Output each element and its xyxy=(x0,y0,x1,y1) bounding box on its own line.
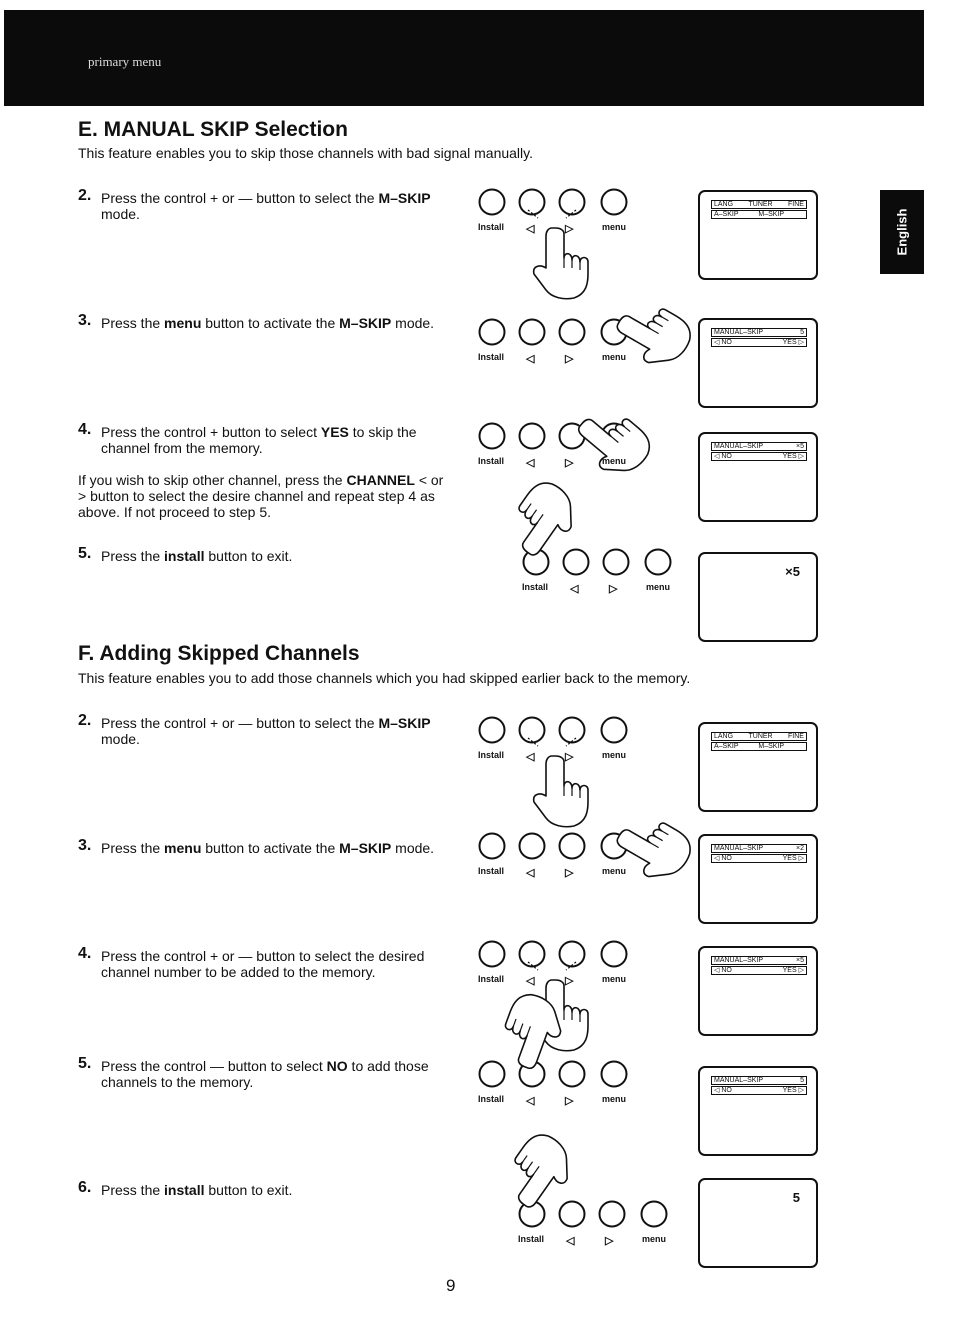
tv-screen xyxy=(698,432,818,522)
step-text xyxy=(101,1058,448,1090)
left-button-label: ◁ xyxy=(526,975,535,987)
menu-button-label: menu xyxy=(646,582,671,592)
step-number: 3. xyxy=(78,312,92,329)
osd-cell: ◁ NO xyxy=(714,855,732,862)
osd-row2 xyxy=(711,742,807,751)
step-text-part: button to select the xyxy=(252,190,379,206)
osd-row1 xyxy=(711,732,807,741)
step-text-part: Press the xyxy=(101,315,165,331)
step-text-part: Press the control xyxy=(101,190,210,206)
step-number: 3. xyxy=(78,837,92,854)
left-button[interactable] xyxy=(564,550,589,575)
step-number: 5. xyxy=(78,1055,92,1072)
left-button-label: ◁ xyxy=(526,457,535,469)
step-e-0 xyxy=(78,187,448,222)
remote-button-diagram xyxy=(476,940,686,1030)
osd-cell: FINE xyxy=(788,201,804,208)
install-button-label: Install xyxy=(522,582,549,592)
install-button[interactable] xyxy=(480,718,505,743)
osd-cell: ◁ NO xyxy=(714,1087,732,1094)
step-text-part: — xyxy=(209,1058,224,1074)
left-button[interactable] xyxy=(520,834,545,859)
install-button-label: Install xyxy=(478,352,505,362)
section-e-desc: This feature enables you to skip those channels with bad signal manually. xyxy=(78,145,534,161)
pointing-hand-icon xyxy=(609,293,697,375)
menu-button-label: menu xyxy=(602,1094,627,1104)
step-text-part: Press the xyxy=(101,1182,165,1198)
step-text-part: M–SKIP xyxy=(339,315,392,331)
step-number: 2. xyxy=(78,187,92,204)
osd-cell: MANUAL–SKIP xyxy=(714,845,764,852)
osd-cell: TUNER xyxy=(748,733,773,740)
left-button-label: ◁ xyxy=(526,223,535,235)
tv-screen xyxy=(698,190,818,280)
step-text-part: button to select the xyxy=(252,715,379,731)
menu-button[interactable] xyxy=(602,190,627,215)
osd-cell: MANUAL–SKIP xyxy=(714,957,764,964)
osd-row1 xyxy=(711,200,807,209)
left-button-label: ◁ xyxy=(566,1235,575,1247)
step-text-part: button to exit. xyxy=(204,1182,293,1198)
right-button-label: ▷ xyxy=(565,975,574,987)
right-button[interactable] xyxy=(604,550,629,575)
step-text-part: button to activate the xyxy=(201,315,340,331)
right-button[interactable] xyxy=(560,190,585,215)
remote-button-diagram xyxy=(476,716,686,806)
osd-row1 xyxy=(711,956,807,965)
step-text-part: button to select xyxy=(223,1058,327,1074)
menu-button-label: menu xyxy=(602,456,627,466)
step-text-part: Press the xyxy=(101,840,165,856)
left-button[interactable] xyxy=(560,1202,585,1227)
osd-cell: FINE xyxy=(788,733,804,740)
step-f-3 xyxy=(78,1055,448,1090)
install-button-label: Install xyxy=(518,1234,545,1244)
osd-cell: M–SKIP xyxy=(758,743,785,750)
osd-row2 xyxy=(711,1086,807,1095)
install-button-label: Install xyxy=(478,456,505,466)
step-e-3 xyxy=(78,545,448,564)
menu-button-label: menu xyxy=(602,974,627,984)
step-f-4 xyxy=(78,1179,448,1198)
step-text-part: Press the control xyxy=(101,948,210,964)
step-text-part: or xyxy=(218,715,239,731)
install-button-label: Install xyxy=(478,222,505,232)
step-e-2 xyxy=(78,421,448,520)
step-text-part: mode. xyxy=(101,206,140,222)
install-button[interactable] xyxy=(480,320,505,345)
menu-button[interactable] xyxy=(602,1062,627,1087)
right-button-label: ▷ xyxy=(565,867,574,879)
step-text-part: mode. xyxy=(391,840,435,856)
step-text xyxy=(101,190,448,222)
language-tab xyxy=(880,190,924,274)
osd-row1 xyxy=(711,442,807,451)
channel-number: 5 xyxy=(792,1190,800,1205)
install-button-label: Install xyxy=(478,750,505,760)
section-f-desc: This feature enables you to add those channels which you had skipped earlier back to the memory. xyxy=(78,670,691,686)
note-part: If you wish to skip other channel, press the xyxy=(78,472,347,488)
step-text xyxy=(101,315,448,331)
osd-cell: ◁ NO xyxy=(714,339,732,346)
step-text-part: — xyxy=(238,715,253,731)
step-text-part: YES xyxy=(320,424,349,440)
install-button[interactable] xyxy=(480,834,505,859)
step-e-1 xyxy=(78,312,448,331)
note-part: CHANNEL xyxy=(346,472,415,488)
step-text-part: or xyxy=(218,190,239,206)
menu-button-label: menu xyxy=(602,750,627,760)
osd-cell: YES ▷ xyxy=(782,339,804,346)
step-text-part: + xyxy=(209,715,219,731)
right-button-label: ▷ xyxy=(565,223,574,235)
osd-cell: ×5 xyxy=(796,443,804,450)
note-part: < or > button to select the desire channel and repeat step 4 as above. If not proceed to step 5. xyxy=(78,472,444,520)
step-text-part: M–SKIP xyxy=(339,840,392,856)
left-button-label: ◁ xyxy=(570,583,579,595)
osd-cell: A–SKIP xyxy=(714,211,739,218)
header-bar xyxy=(4,10,924,106)
left-button[interactable] xyxy=(520,424,545,449)
osd-row1 xyxy=(711,1076,807,1085)
remote-button-diagram xyxy=(476,318,686,408)
step-number: 4. xyxy=(78,945,92,962)
step-text-part: NO xyxy=(326,1058,348,1074)
osd-row2 xyxy=(711,210,807,219)
step-text-part: — xyxy=(238,190,253,206)
step-text-part: mode. xyxy=(391,315,435,331)
menu-button-label: menu xyxy=(602,352,627,362)
osd-cell: YES ▷ xyxy=(782,855,804,862)
step-text xyxy=(101,1182,448,1198)
header-label: primary menu xyxy=(88,54,162,69)
install-button-label: Install xyxy=(478,866,505,876)
step-text-part: install xyxy=(164,1182,205,1198)
osd-cell: LANG xyxy=(714,733,734,740)
install-button[interactable] xyxy=(480,1062,505,1087)
left-button-label: ◁ xyxy=(526,1095,535,1107)
osd-cell: MANUAL–SKIP xyxy=(714,329,764,336)
step-f-1 xyxy=(78,837,448,856)
remote-button-diagram xyxy=(476,832,686,922)
step-text-part: Press the xyxy=(101,548,165,564)
osd-cell: YES ▷ xyxy=(782,453,804,460)
install-button[interactable] xyxy=(480,190,505,215)
step-text-part: button to select xyxy=(218,424,321,440)
language-tab-label: English xyxy=(894,208,910,256)
step-text-part: menu xyxy=(164,315,202,331)
tv-screen xyxy=(698,1178,818,1268)
step-text-part: menu xyxy=(164,840,202,856)
section-e-title: E. MANUAL SKIP Selection xyxy=(78,118,348,141)
right-button[interactable] xyxy=(560,834,585,859)
step-text-part: button to select the desired channel number to be added to the memory. xyxy=(101,948,425,980)
left-button-label: ◁ xyxy=(526,353,535,365)
step-text-part: — xyxy=(238,948,253,964)
osd-cell: ×5 xyxy=(796,957,804,964)
left-button[interactable] xyxy=(520,190,545,215)
menu-button[interactable] xyxy=(602,718,627,743)
left-button[interactable] xyxy=(520,718,545,743)
step-text xyxy=(101,424,448,456)
step-text-part: button to exit. xyxy=(204,548,293,564)
page-number: 9 xyxy=(446,1276,456,1295)
right-button[interactable] xyxy=(600,1202,625,1227)
step-text-part: to add those channels to the memory. xyxy=(101,1058,429,1090)
install-button-label: Install xyxy=(478,1094,505,1104)
step-number: 4. xyxy=(78,421,92,438)
tv-screen xyxy=(698,1066,818,1156)
step-number: 2. xyxy=(78,712,92,729)
osd-cell: ◁ NO xyxy=(714,453,732,460)
step-text-part: Press the control xyxy=(101,424,210,440)
tv-screen xyxy=(698,318,818,408)
channel-number: ×5 xyxy=(785,564,800,579)
right-button-label: ▷ xyxy=(565,1095,574,1107)
right-button-label: ▷ xyxy=(565,353,574,365)
tv-screen xyxy=(698,834,818,924)
install-button[interactable] xyxy=(480,942,505,967)
osd-cell: TUNER xyxy=(748,201,773,208)
osd-cell: M–SKIP xyxy=(758,211,785,218)
remote-button-diagram xyxy=(476,1060,686,1150)
step-text xyxy=(101,840,448,856)
osd-cell: YES ▷ xyxy=(782,967,804,974)
right-button[interactable] xyxy=(560,942,585,967)
tv-screen xyxy=(698,722,818,812)
right-button-label: ▷ xyxy=(565,457,574,469)
step-text-part: M–SKIP xyxy=(378,190,431,206)
right-button-label: ▷ xyxy=(565,751,574,763)
step-text xyxy=(101,715,448,747)
menu-button[interactable] xyxy=(602,942,627,967)
pointing-hand-icon xyxy=(534,756,588,827)
pointing-hand-icon xyxy=(534,228,588,299)
menu-button[interactable] xyxy=(642,1202,667,1227)
step-number: 5. xyxy=(78,545,92,562)
osd-cell: A–SKIP xyxy=(714,743,739,750)
osd-cell: MANUAL–SKIP xyxy=(714,1077,764,1084)
step-f-0 xyxy=(78,712,448,747)
step-f-2 xyxy=(78,945,448,980)
osd-cell: 5 xyxy=(800,329,804,336)
step-text-part: mode. xyxy=(101,731,140,747)
step-text-part: to skip the channel from the memory. xyxy=(101,424,417,456)
step-text xyxy=(101,948,448,980)
install-button[interactable] xyxy=(480,424,505,449)
menu-button[interactable] xyxy=(646,550,671,575)
step-text xyxy=(101,548,448,564)
tv-screen xyxy=(698,946,818,1036)
left-button[interactable] xyxy=(520,320,545,345)
left-button-label: ◁ xyxy=(526,867,535,879)
step-text-part: button to activate the xyxy=(201,840,340,856)
step-text-part: or xyxy=(218,948,239,964)
menu-button-label: menu xyxy=(642,1234,667,1244)
menu-button-label: menu xyxy=(602,866,627,876)
right-button-label: ▷ xyxy=(605,1235,614,1247)
step-text-part: M–SKIP xyxy=(378,715,431,731)
step-note xyxy=(78,472,448,520)
osd-row2 xyxy=(711,854,807,863)
left-button-label: ◁ xyxy=(526,751,535,763)
osd-cell: LANG xyxy=(714,201,734,208)
remote-button-diagram xyxy=(476,548,686,638)
step-text-part: install xyxy=(164,548,205,564)
step-text-part: + xyxy=(209,424,219,440)
osd-row2 xyxy=(711,966,807,975)
remote-button-diagram xyxy=(476,1200,686,1290)
section-f-title: F. Adding Skipped Channels xyxy=(78,642,360,665)
step-text-part: Press the control xyxy=(101,1058,210,1074)
step-text-part: + xyxy=(209,948,219,964)
osd-row2 xyxy=(711,452,807,461)
remote-button-diagram xyxy=(476,422,686,512)
right-button-label: ▷ xyxy=(609,583,618,595)
right-button[interactable] xyxy=(560,1062,585,1087)
remote-button-diagram xyxy=(476,188,686,278)
osd-row1 xyxy=(711,328,807,337)
osd-cell: MANUAL–SKIP xyxy=(714,443,764,450)
osd-cell: ◁ NO xyxy=(714,967,732,974)
osd-row1 xyxy=(711,844,807,853)
menu-button-label: menu xyxy=(602,222,627,232)
osd-cell: ×2 xyxy=(796,845,804,852)
right-button[interactable] xyxy=(560,718,585,743)
step-text-part: Press the control xyxy=(101,715,210,731)
osd-cell: 5 xyxy=(800,1077,804,1084)
left-button[interactable] xyxy=(520,942,545,967)
step-number: 6. xyxy=(78,1179,92,1196)
osd-cell: YES ▷ xyxy=(782,1087,804,1094)
right-button[interactable] xyxy=(560,320,585,345)
osd-row2 xyxy=(711,338,807,347)
tv-screen xyxy=(698,552,818,642)
step-text-part: + xyxy=(209,190,219,206)
install-button-label: Install xyxy=(478,974,505,984)
